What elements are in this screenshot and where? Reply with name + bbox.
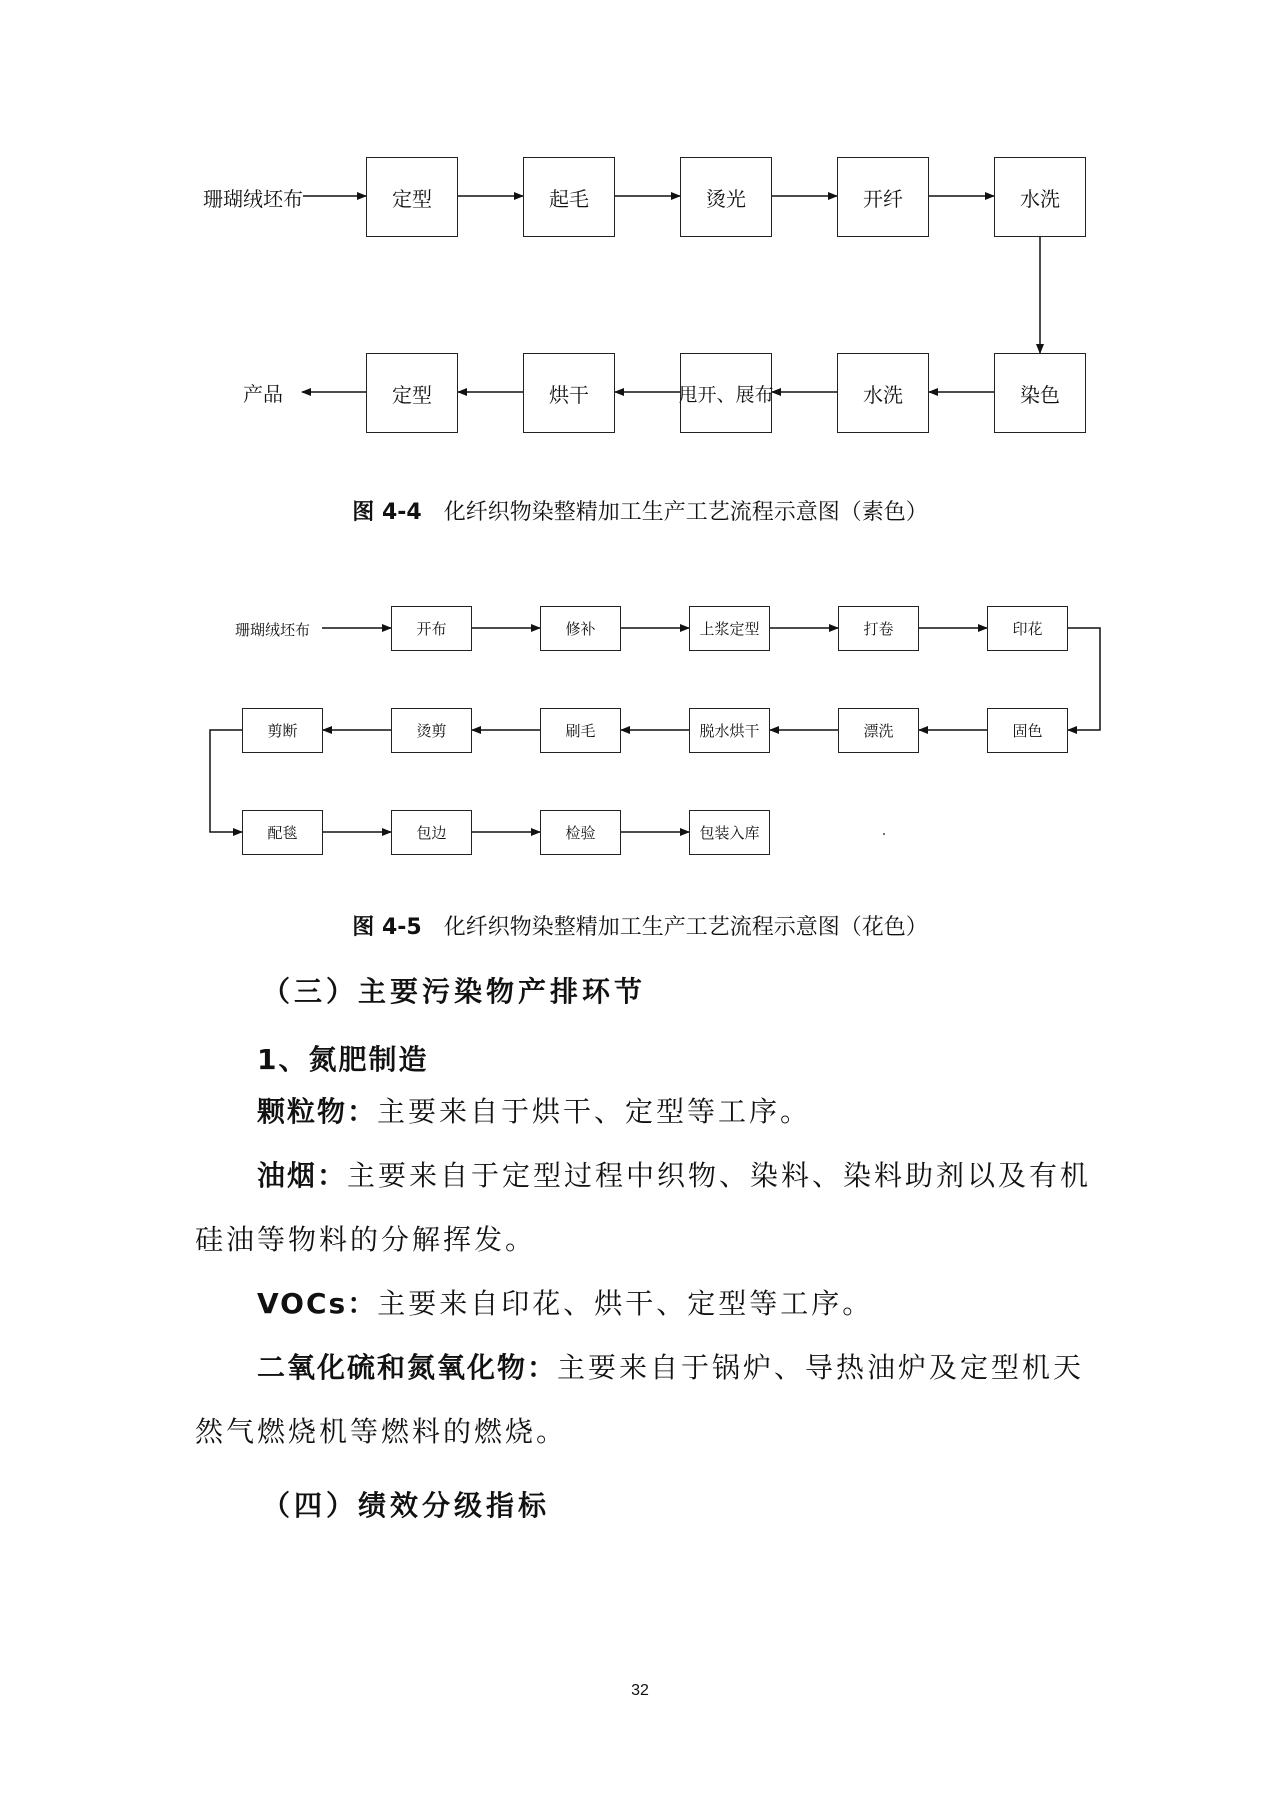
f2-step-10: 烫剪 — [391, 708, 472, 753]
f2-step-14: 检验 — [540, 810, 621, 855]
f1-step-8: 甩开、展布 — [680, 353, 772, 433]
stray-dot — [883, 833, 885, 835]
caption-text: 化纤织物染整精加工生产工艺流程示意图（素色） — [443, 500, 928, 525]
paragraph-so2-nox — [195, 1336, 1095, 1464]
text-vocs: 主要来自印花、烘干、定型等工序。 — [377, 1287, 874, 1320]
text-oil-fume: 主要来自于定型过程中织物、染料、染料助剂以及有机硅油等物料的分解挥发。 — [195, 1159, 1092, 1256]
f2-step-5: 印花 — [987, 606, 1068, 651]
f2-step-4: 打卷 — [838, 606, 919, 651]
f2-step-9: 刷毛 — [540, 708, 621, 753]
term-so2-nox: 二氧化硫和氮氧化物： — [257, 1351, 558, 1384]
f2-step-15: 包装入库 — [689, 810, 770, 855]
f1-output-label: 产品 — [243, 382, 283, 406]
arrow-f2-right-connector — [1068, 628, 1100, 730]
f2-input-label: 珊瑚绒坯布 — [235, 621, 311, 639]
caption-number: 图 4-5 — [352, 915, 422, 940]
term-oil-fume: 油烟： — [257, 1159, 348, 1192]
f2-step-1: 开布 — [391, 606, 472, 651]
f2-step-7: 漂洗 — [838, 708, 919, 753]
f2-step-6: 固色 — [987, 708, 1068, 753]
f1-step-4: 开纤 — [837, 157, 929, 237]
caption-number: 图 4-4 — [352, 500, 422, 525]
f2-step-3: 上浆定型 — [689, 606, 770, 651]
caption-text: 化纤织物染整精加工生产工艺流程示意图（花色） — [443, 915, 928, 940]
term-particulates: 颗粒物： — [257, 1095, 378, 1128]
paragraph-vocs — [195, 1272, 1095, 1336]
f1-step-9: 烘干 — [523, 353, 615, 433]
f2-step-13: 包边 — [391, 810, 472, 855]
f2-step-12: 配毯 — [242, 810, 323, 855]
text-particulates: 主要来自于烘干、定型等工序。 — [377, 1095, 812, 1128]
paragraph-oil-fume — [195, 1144, 1095, 1272]
flow-connectors — [0, 0, 1280, 900]
term-vocs: VOCs： — [257, 1287, 378, 1320]
f1-step-6: 染色 — [994, 353, 1086, 433]
f1-step-10: 定型 — [366, 353, 458, 433]
f1-step-5: 水洗 — [994, 157, 1086, 237]
figure-4-4-caption — [0, 495, 1280, 526]
figure-4-5-caption — [0, 910, 1280, 941]
f2-step-8: 脱水烘干 — [689, 708, 770, 753]
f1-step-2: 起毛 — [523, 157, 615, 237]
section-heading-3: （三）主要污染物产排环节 — [262, 975, 647, 1008]
f2-step-11: 剪断 — [242, 708, 323, 753]
f1-step-3: 烫光 — [680, 157, 772, 237]
f1-input-label: 珊瑚绒坯布 — [203, 187, 303, 211]
section-heading-4: （四）绩效分级指标 — [262, 1489, 551, 1522]
subsection-heading: 1、氮肥制造 — [257, 1043, 429, 1076]
paragraph-particulates — [195, 1080, 1095, 1144]
f1-step-1: 定型 — [366, 157, 458, 237]
arrow-f2-left-connector — [210, 730, 242, 832]
f1-step-7: 水洗 — [837, 353, 929, 433]
page-number: 32 — [631, 1682, 649, 1699]
f2-step-2: 修补 — [540, 606, 621, 651]
text-so2-nox: 主要来自于锅炉、导热油炉及定型机天然气燃烧机等燃料的燃烧。 — [195, 1351, 1085, 1448]
